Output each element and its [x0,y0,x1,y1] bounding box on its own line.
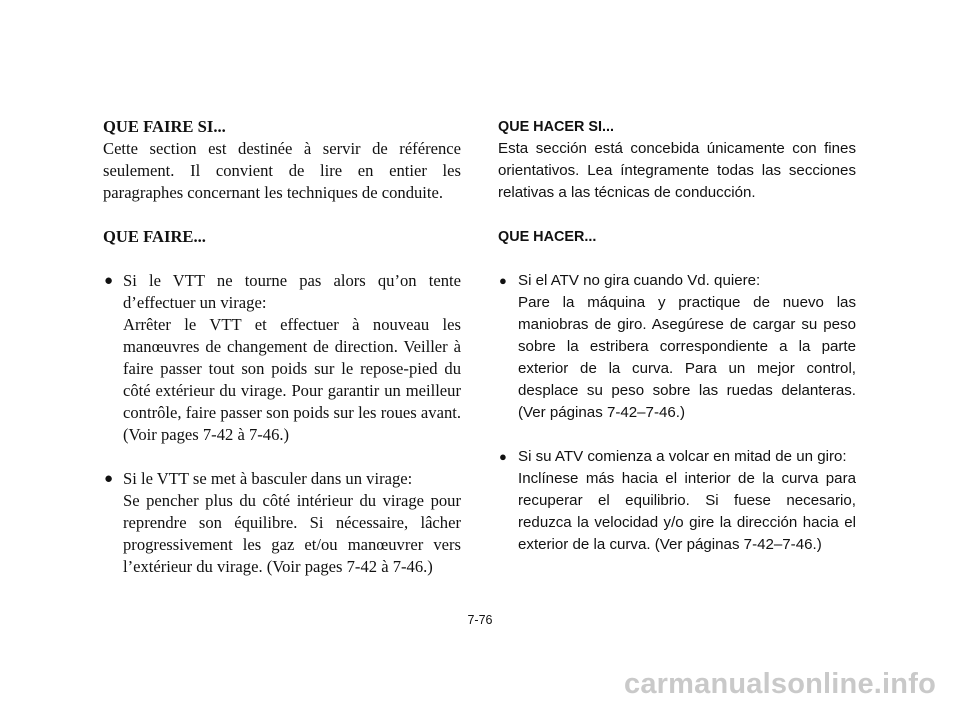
spanish-item-1-text: Pare la máquina y practique de nuevo las maniobras de giro. Asegúrese de cargar su peso sobre la estribera correspondiente a la parte exterior de la curva. Para un mejor control, desplace su peso sobre las ruedas delanteras. (Ver páginas 7-42–7-46.) [518,294,856,421]
page-number: 7-76 [467,613,493,627]
spanish-intro: Esta sección está concebida únicamente con fines orientativos. Lea íntegramente todas las secciones relativas a las técnicas de conducción. [498,140,856,201]
spanish-item-1 [498,270,856,424]
spanish-item-2 [498,446,856,556]
bullet-icon: ● [104,471,114,487]
french-column [103,116,461,578]
french-item-1-title: Si le VTT ne tourne pas alors qu’on tente d’effectuer un virage: [123,271,461,312]
french-heading: QUE FAIRE SI... [103,117,226,136]
french-intro: Cette section est destinée à servir de référence seulement. Il convient de lire en entier les paragraphes concernant les techniques de conduite. [103,139,461,202]
french-item-2-text: Se pencher plus du côté intérieur du virage pour reprendre son équilibre. Si nécessaire, lâcher progressivement les gaz et/ou manœuvrer vers l’extérieur du virage. (Voir pages 7-42 à 7-46.) [123,491,461,576]
bullet-icon: ● [499,273,507,288]
spanish-subheading: QUE HACER... [498,229,597,245]
french-item-2 [103,468,461,578]
watermark: carmanualsonline.info [624,668,936,700]
french-item-2-title: Si le VTT se met à basculer dans un virage: [123,469,413,488]
bullet-icon: ● [499,449,507,464]
french-subheading: QUE FAIRE... [103,227,206,246]
spanish-item-1-title: Si el ATV no gira cuando Vd. quiere: [518,272,761,289]
french-item-1 [103,270,461,446]
spanish-item-2-title: Si su ATV comienza a volcar en mitad de un giro: [518,448,847,465]
spanish-item-2-text: Inclínese más hacia el interior de la curva para recuperar el equilibrio. Si fuese necesario, reduzca la velocidad y/o gire la dirección hacia el exterior de la curva. (Ver páginas 7-42–7-46.) [518,470,856,553]
spanish-column [498,116,856,556]
french-item-1-text: Arrêter le VTT et effectuer à nouveau les manœuvres de changement de direction. Veiller à faire passer tout son poids sur le repose-pied du côté extérieur du virage. Pour garantir un meilleur contrôle, faire passer son poids sur les roues avant. (Voir pages 7-42 à 7-46.) [123,315,461,444]
bullet-icon: ● [104,273,114,289]
spanish-heading: QUE HACER SI... [498,119,614,135]
